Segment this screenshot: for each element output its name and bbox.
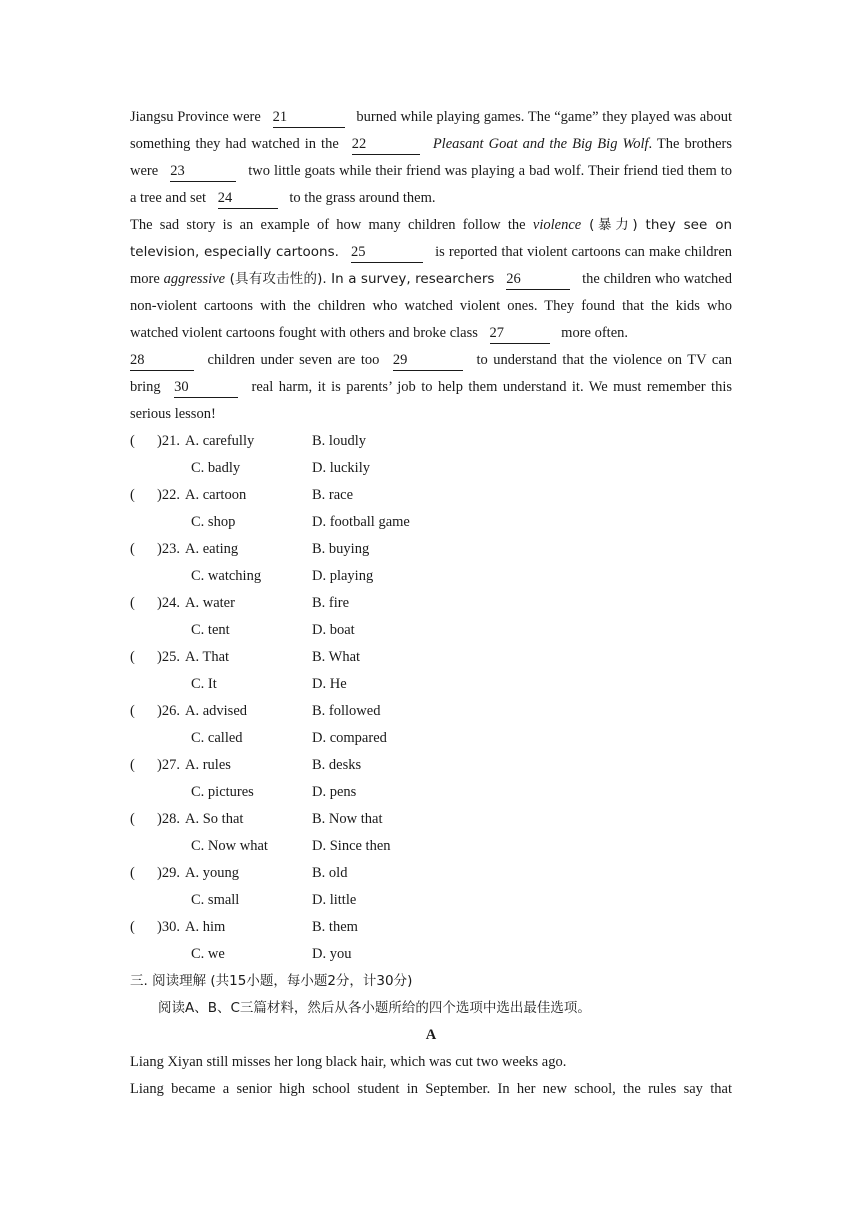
passage-text: (暴力) they see on television, especially cartoons. [130,217,733,260]
option-d[interactable]: D. luckily [312,460,370,476]
option-c[interactable]: C. Now what [191,838,268,854]
option-d[interactable]: D. you [312,946,352,962]
reading-line-2: Liang became a senior high school student in September. In her new school, the rules say that [130,1081,732,1097]
section-heading: 三. 阅读理解 (共15小题，每小题2分，计30分) [130,973,413,989]
option-b[interactable]: B. What [312,649,361,665]
question-row [130,482,732,509]
question-number: )25. [157,649,180,665]
option-c[interactable]: C. watching [191,568,262,584]
option-b[interactable]: B. followed [312,703,381,719]
passage-paragraph-1 [130,104,732,212]
option-b[interactable]: B. Now that [312,811,383,827]
question-row [130,752,732,779]
blank-25[interactable]: 25 [351,242,423,263]
passage-text: (具有攻击性的). In a survey, researchers [225,271,495,287]
option-a[interactable]: A. That [185,649,230,665]
question-number: )30. [157,919,180,935]
question-row [130,698,732,725]
option-d[interactable]: D. playing [312,568,374,584]
passage-text: real harm, it is parents’ job to help them understand it. We must remember this serious lesson! [130,379,733,422]
answer-bracket[interactable]: ( [130,757,135,773]
blank-28[interactable]: 28 [130,350,194,371]
option-a[interactable]: A. water [185,595,235,611]
blank-27[interactable]: 27 [490,323,550,344]
option-c[interactable]: C. shop [191,514,236,530]
passage-text: . The brothers were [130,136,733,179]
answer-bracket[interactable]: ( [130,541,135,557]
passage-text: to the grass around them. [289,190,436,206]
question-row-options [130,671,732,698]
answer-bracket[interactable]: ( [130,865,135,881]
question-row [130,644,732,671]
option-d[interactable]: D. Since then [312,838,391,854]
answer-bracket[interactable]: ( [130,649,135,665]
question-row [130,536,732,563]
blank-23[interactable]: 23 [170,161,236,182]
passage-text: The sad story is an example of how many children follow the [130,217,526,233]
option-c[interactable]: C. It [191,676,217,692]
option-b[interactable]: B. buying [312,541,370,557]
option-c[interactable]: C. pictures [191,784,254,800]
option-a[interactable]: A. advised [185,703,248,719]
question-list [130,428,732,968]
question-row-options [130,617,732,644]
question-row [130,914,732,941]
option-a[interactable]: A. rules [185,757,231,773]
option-a[interactable]: A. him [185,919,226,935]
answer-bracket[interactable]: ( [130,811,135,827]
cloze-passage [130,104,732,428]
blank-24[interactable]: 24 [218,188,278,209]
italic-term: violence [532,217,582,233]
question-row-options [130,563,732,590]
question-number: )21. [157,433,180,449]
question-number: )28. [157,811,180,827]
answer-bracket[interactable]: ( [130,919,135,935]
passage-paragraph-3 [130,347,732,428]
passage-text: two little goats while their friend was playing a bad wolf. Their friend tied them to a tree and set [130,163,733,206]
option-b[interactable]: B. fire [312,595,350,611]
question-number: )22. [157,487,180,503]
option-a[interactable]: A. eating [185,541,239,557]
question-row [130,590,732,617]
answer-bracket[interactable]: ( [130,703,135,719]
passage-paragraph-2 [130,212,732,347]
passage-text: to understand that the violence on TV can bring [130,352,733,395]
cartoon-title: Pleasant Goat and the Big Big Wolf [432,136,649,152]
passage-text: children under seven are too [207,352,380,368]
option-c[interactable]: C. badly [191,460,241,476]
question-row [130,428,732,455]
answer-bracket[interactable]: ( [130,487,135,503]
answer-bracket[interactable]: ( [130,433,135,449]
option-a[interactable]: A. young [185,865,239,881]
option-d[interactable]: D. He [312,676,347,692]
question-row [130,806,732,833]
blank-26[interactable]: 26 [506,269,570,290]
option-d[interactable]: D. football game [312,514,410,530]
option-b[interactable]: B. them [312,919,358,935]
option-c[interactable]: C. we [191,946,225,962]
option-b[interactable]: B. loudly [312,433,366,449]
question-row [130,860,732,887]
option-c[interactable]: C. tent [191,622,230,638]
question-row-options [130,941,732,968]
question-row-options [130,887,732,914]
option-b[interactable]: B. old [312,865,348,881]
question-number: )26. [157,703,180,719]
option-a[interactable]: A. carefully [185,433,255,449]
passage-text: Jiangsu Province were [130,109,261,125]
question-row-options [130,725,732,752]
passage-text: burned while playing games. The “game” they played was about something they had watched in the [130,109,733,152]
option-b[interactable]: B. race [312,487,354,503]
option-d[interactable]: D. pens [312,784,357,800]
question-number: )27. [157,757,180,773]
option-d[interactable]: D. little [312,892,357,908]
option-d[interactable]: D. compared [312,730,387,746]
section-instruction: 阅读A、B、C三篇材料，然后从各小题所给的四个选项中选出最佳选项。 [158,1000,591,1016]
question-number: )23. [157,541,180,557]
italic-term: aggressive [163,271,226,287]
blank-22[interactable]: 22 [352,134,420,155]
passage-text: more often. [561,325,629,341]
passage-text: is reported that violent cartoons can make children more [130,244,733,287]
answer-bracket[interactable]: ( [130,595,135,611]
option-a[interactable]: A. cartoon [185,487,247,503]
option-a[interactable]: A. So that [185,811,244,827]
blank-29[interactable]: 29 [393,350,463,371]
question-row-options [130,779,732,806]
option-b[interactable]: B. desks [312,757,362,773]
option-d[interactable]: D. boat [312,622,355,638]
question-row-options [130,833,732,860]
option-c[interactable]: C. small [191,892,240,908]
blank-30[interactable]: 30 [174,377,238,398]
reading-line-1: Liang Xiyan still misses her long black hair, which was cut two weeks ago. [130,1054,567,1070]
blank-21[interactable]: 21 [273,107,345,128]
question-number: )29. [157,865,180,881]
option-c[interactable]: C. called [191,730,243,746]
worksheet-page [130,104,732,1103]
passage-text: the children who watched non-violent cartoons with the children who watched violent ones. They found that the kids who watched violent cartoons fought with others and broke class [130,271,732,341]
question-row-options [130,509,732,536]
passage-title: A [425,1027,437,1043]
question-row-options [130,455,732,482]
question-number: )24. [157,595,180,611]
